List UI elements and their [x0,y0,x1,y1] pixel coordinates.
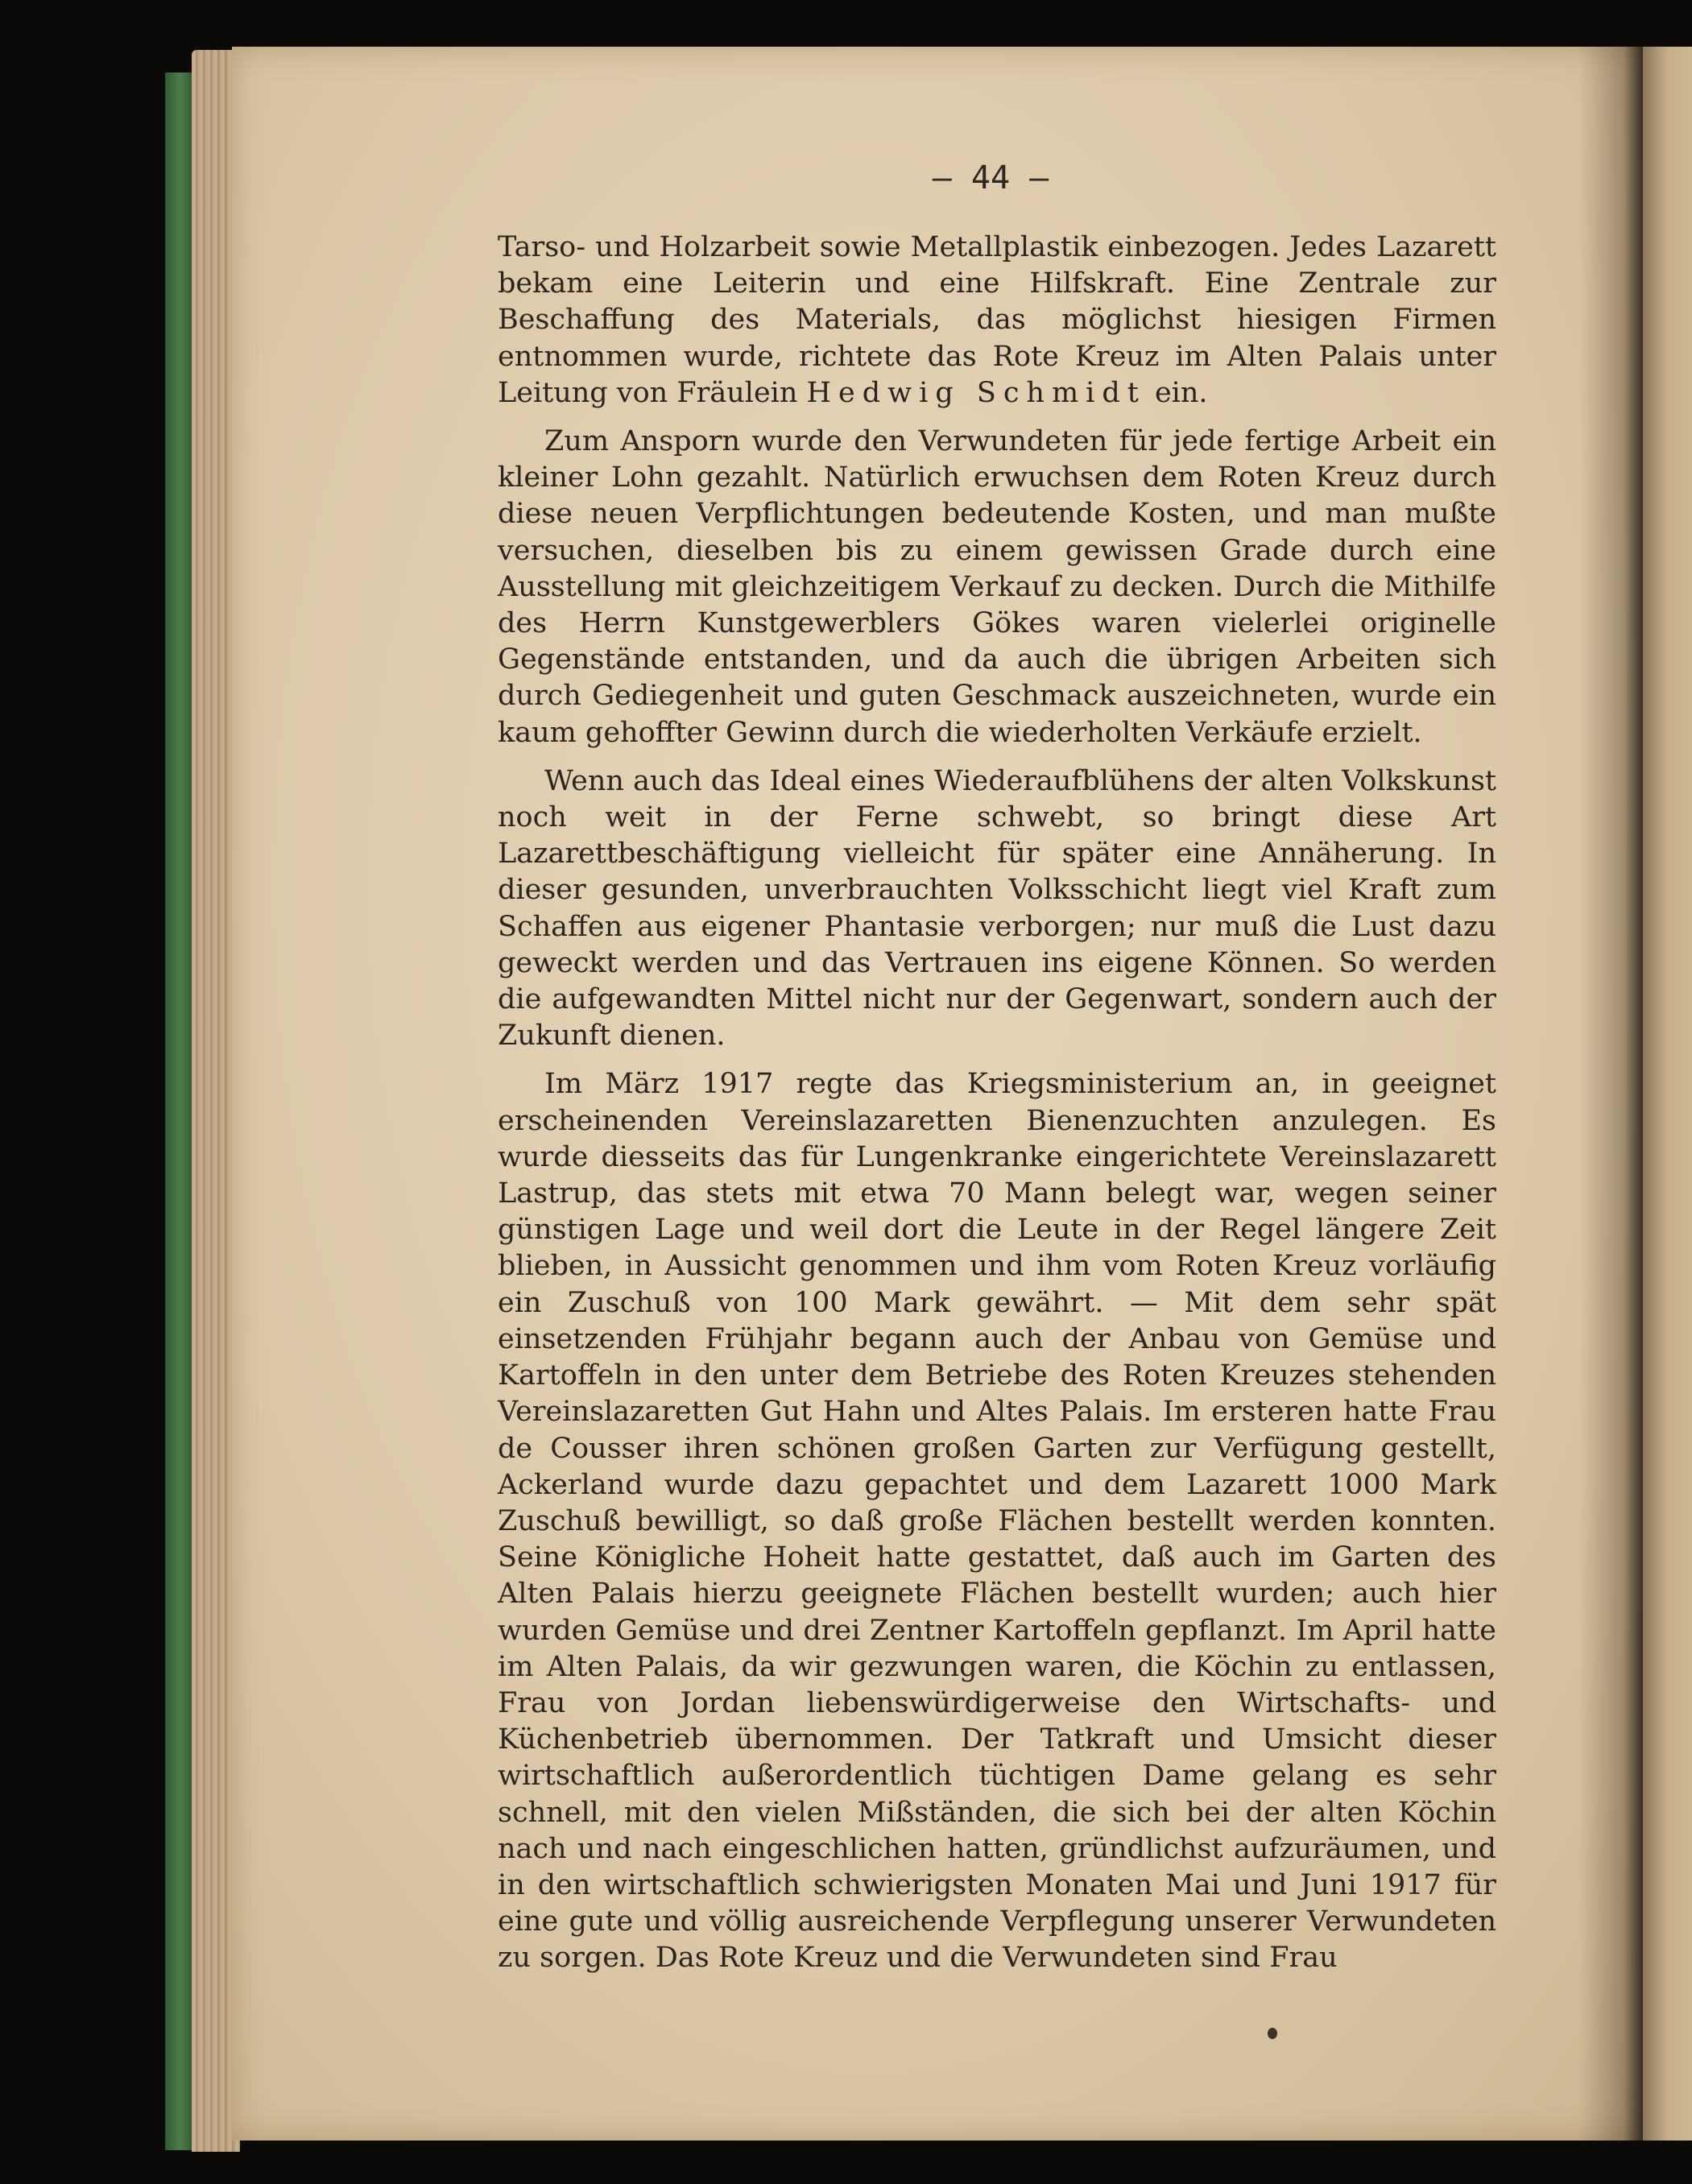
person-name-spaced: Hedwig Schmidt [806,376,1146,409]
gutter-shadow [1578,47,1643,2141]
paragraph-4: Im März 1917 regte das Kriegsministerium an, in geeignet erscheinenden Vereinslazaretten Bienenzuchten anzulegen. Es wurde diesseits das für Lungenkranke eingerichtete Vereinslazarett Lastrup, das stets mit etwa 70 Mann belegt war, wegen seiner günstigen Lage und weil dort die Leute in der Regel längere Zeit blieben, in Aussicht genommen und ihm vom Roten Kreuz vorläufig ein Zuschuß von 100 Mark gewährt. — Mit dem sehr spät einsetzenden Frühjahr begann auch der Anbau von Gemüse und Kartoffeln in den unter dem Betriebe des Roten Kreuzes stehenden Vereinslazaretten Gut Hahn und Altes Palais. Im ersteren hatte Frau de Cousser ihren schönen großen Garten zur Verfügung gestellt, Ackerland wurde dazu gepachtet und dem Lazarett 1000 Mark Zuschuß bewilligt, so daß große Flächen bestellt werden konnten. Seine Königliche Hoheit hatte gestattet, daß auch im Garten des Alten Palais hierzu geeignete Flächen bestellt wurden; auch hier wurden Gemüse und drei Zentner Kartoffeln gepflanzt. Im April hatte im Alten Palais, da wir gezwungen waren, die Köchin zu entlassen, Frau von Jordan liebenswürdigerweise den Wirtschafts- und Küchenbetrieb übernommen. Der Tatkraft und Umsicht dieser wirtschaftlich außerordentlich tüchtigen Dame gelang es sehr schnell, mit den vielen Mißständen, die sich bei der alten Köchin nach und nach eingeschlichen hatten, gründlichst aufzuräumen, und in den wirtschaftlich schwierigsten Monaten Mai und Juni 1917 für eine gute und völlig ausreichende Verpflegung unserer Verwundeten zu sorgen. Das Rote Kreuz und die Verwundeten sind Frau [498,1068,1496,1975]
ink-speck [1268,2028,1277,2039]
body-text [498,230,1496,1989]
paragraph-3: Wenn auch das Ideal eines Wiederaufblühens der alten Volkskunst noch weit in der Ferne schwebt, so bringt diese Art Lazarettbeschäftigung vielleicht für später eine Annäherung. In dieser gesunden, unverbrauchten Volksschicht liegt viel Kraft zum Schaffen aus eigener Phantasie verborgen; nur muß die Lust dazu geweckt werden und das Vertrauen ins eigene Können. So werden die aufgewandten Mittel nicht nur der Gegenwart, sondern auch der Zukunft dienen. [498,764,1496,1053]
paragraph-1-text-b: ein. [1145,376,1208,409]
paragraph-2: Zum Ansporn wurde den Verwundeten für jede fertige Arbeit ein kleiner Lohn gezahlt. Natürlich erwuchsen dem Roten Kreuz durch diese neuen Verpflichtungen bedeutende Kosten, und man mußte versuchen, dieselben bis zu einem gewissen Grade durch eine Ausstellung mit gleichzeitigem Verkauf zu decken. Durch die Mithilfe des Herrn Kunstgewerblers Gökes waren vielerlei originelle Gegenstände entstanden, und da auch die übrigen Arbeiten sich durch Gediegenheit und guten Geschmack auszeichneten, wurde ein kaum gehoffter Gewinn durch die wiederholten Verkäufe erzielt. [498,425,1496,749]
paragraph-1 [498,230,1496,412]
paragraph-1-text-a: Tarso- und Holzarbeit sowie Metallplastik einbezogen. Jedes Lazarett bekam eine Leiterin und eine Hilfskraft. Eine Zentrale zur Beschaffung des Materials, das möglichst hiesigen Firmen entnommen wurde, richtete das Rote Kreuz im Alten Palais unter Leitung von Fräulein [498,231,1496,409]
facing-page-edge [1643,47,1692,2141]
page-number: — 44 — [932,159,1049,196]
